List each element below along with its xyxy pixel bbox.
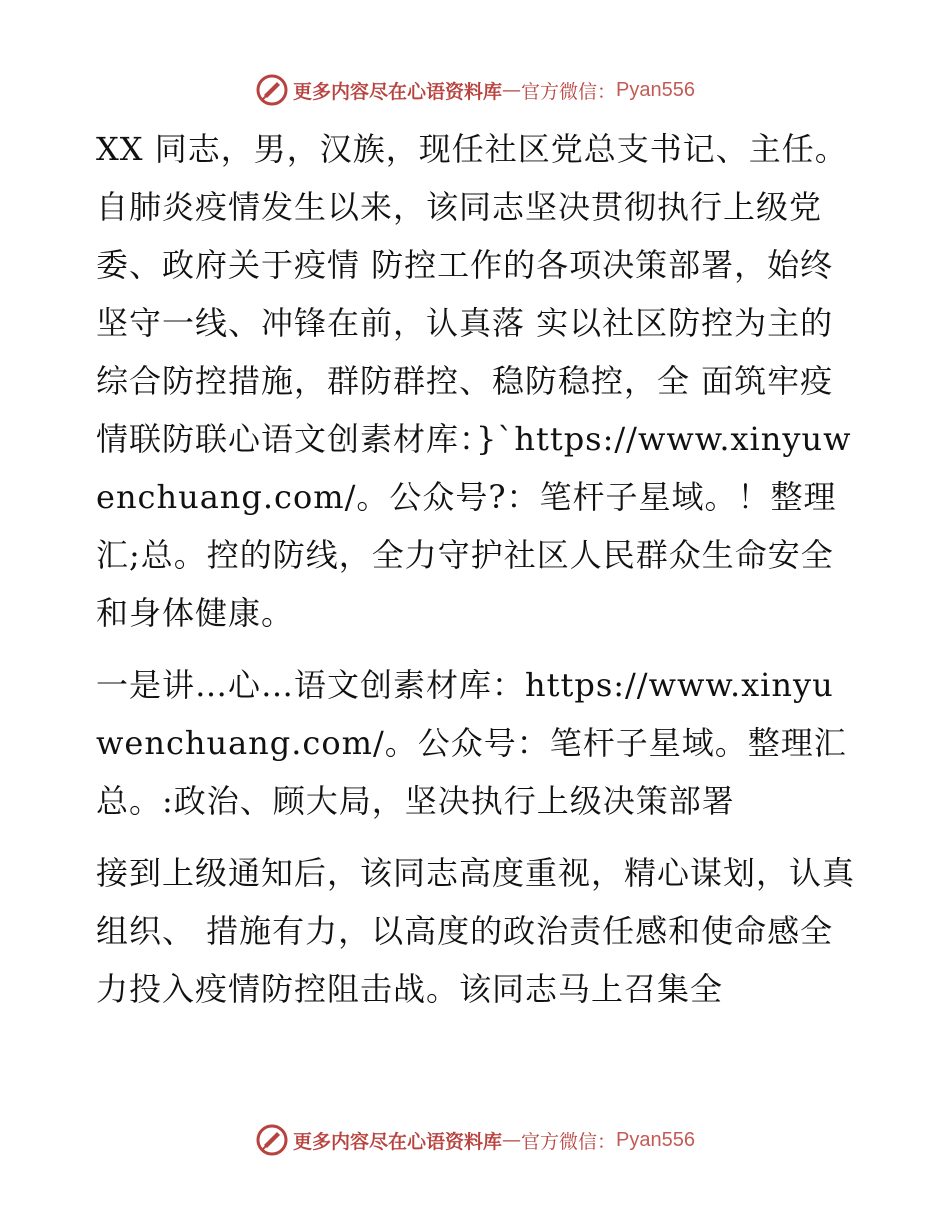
paragraph-1: XX 同志，男，汉族，现任社区党总支书记、主任。自肺炎疫情发生以来，该同志坚决贯彻执行上级党委、政府关于疫情 防控工作的各项决策部署，始终坚守一线、冲锋在前，认真落 实以社区防控为主的综合防控措施，群防群控、稳防稳控，全 面筑牢疫情联防联心语文创素材库：}`https://www.xinyuwenchuang.com/。公众号?：笔杆子星域。！整理汇;总。控的防线，全力守护社区人民群众生命安全 和身体健康。 [96,130,852,632]
banner-title: 更多内容尽在心语资料库 [293,1130,503,1153]
paragraph-3: 接到上级通知后，该同志高度重视，精心谋划，认真组织、 措施有力，以高度的政治责任感和使命感全力投入疫情防控阻击战。该同志马上召集全 [96,854,856,1008]
document-body [96,120,861,1032]
banner-wechat-label: 官方微信： [521,80,617,103]
banner-wechat-label: 官方微信： [521,1130,617,1153]
banner-separator: — [502,1129,522,1151]
header-banner [0,70,950,110]
book-quill-logo-icon [255,73,289,107]
banner-separator: — [502,79,522,101]
footer-banner [0,1120,950,1160]
paragraph-2: 一是讲…心…语文创素材库：https://www.xinyuwenchuang.com/。公众号：笔杆子星域。整理汇总。:政治、顾大局，坚决执行上级决策部署 [96,666,847,820]
banner-wechat-id: Pyan556 [616,78,695,101]
banner-title: 更多内容尽在心语资料库 [293,80,503,103]
banner-wechat-id: Pyan556 [616,1128,695,1151]
book-quill-logo-icon [255,1123,289,1157]
